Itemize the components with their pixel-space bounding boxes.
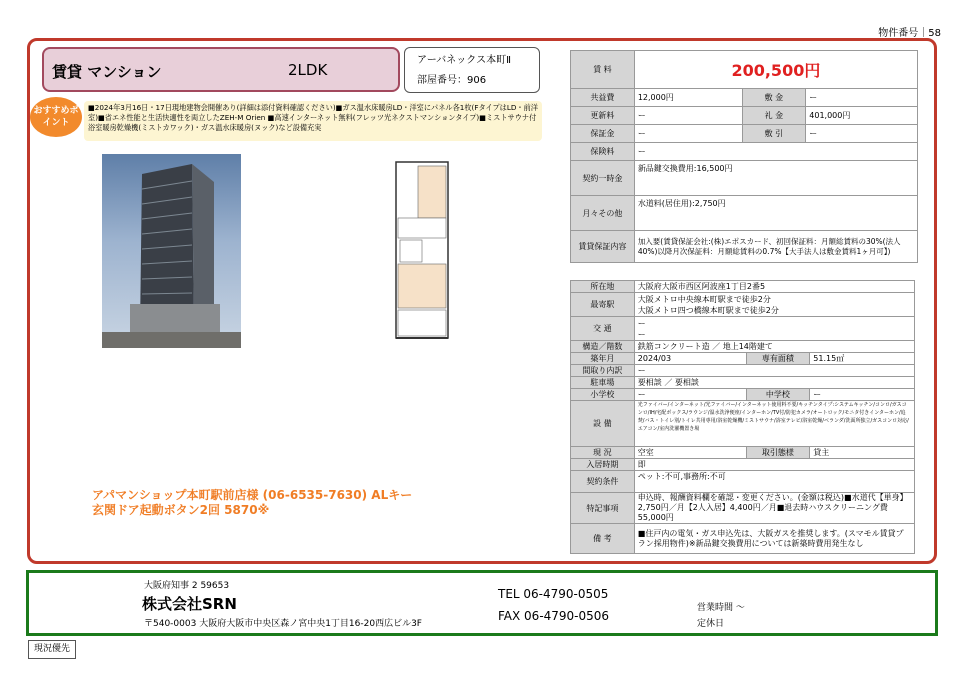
recommend-text: ■2024年3月16日・17日現地建物会開催あり(詳細は添付資料確認ください)■ガス温水床暖房LD・洋室にパネル各1枚(FタイプはLD・前洋室)■省エネ性能と生活快適性を両立したZEH-M Orien ■高速インターネット無料(フレッツ光ネクストマンションタイプ)■ミストサウナ付浴室暖房乾燥機(ミストカワック)・ガス温水床暖房(ヌック)など設備充実 xyxy=(84,101,542,141)
movein-value: 即 xyxy=(634,459,914,471)
floor-plan xyxy=(376,158,466,344)
holiday: 定休日 xyxy=(697,619,725,629)
station-value-1: 大阪メトロ中央線本町駅まで徒歩2分 xyxy=(637,294,771,304)
reikin-label: 礼 金 xyxy=(742,107,806,125)
room-number: 部屋番号：906 xyxy=(417,75,487,86)
status-value: 空室 xyxy=(634,447,746,459)
guarantee-label: 賃貸保証内容 xyxy=(571,231,635,263)
recommend-badge xyxy=(30,97,82,137)
kyoeki-value: 12,000円 xyxy=(634,89,742,107)
remarks-label: 備 考 xyxy=(571,524,635,554)
listing-layout: 2LDK xyxy=(288,61,328,79)
tel-number: TEL 06-4790-0505 xyxy=(498,587,609,601)
hosho-value: ー xyxy=(634,125,742,143)
layout-detail-value: ー xyxy=(634,365,914,377)
kyoeki-label: 共益費 xyxy=(571,89,635,107)
parking-value: 要相談 ／ 要相談 xyxy=(634,377,914,389)
license-number: 大阪府知事 2 59653 xyxy=(144,581,230,591)
built-value: 2024/03 xyxy=(634,353,746,365)
ichiji-label: 契約一時金 xyxy=(571,161,635,196)
business-hours: 営業時間 ～ xyxy=(697,603,745,613)
company-address: 〒540-0003 大阪府大阪市中央区森ノ宮中央1丁目16-20西広ビル3F xyxy=(144,619,422,629)
recommend-badge-text: おすすめポイント xyxy=(33,106,79,128)
station-label: 最寄駅 xyxy=(571,293,635,317)
station-value-2: 大阪メトロ四つ橋線本町駅まで徒歩2分 xyxy=(637,305,779,315)
shikibiki-label: 敷 引 xyxy=(742,125,806,143)
status-label: 現 況 xyxy=(571,447,635,459)
shikikin-value: ー xyxy=(806,89,918,107)
current-status-badge: 現況優先 xyxy=(28,640,76,659)
floor-plan-drawing xyxy=(376,158,466,344)
junior-school-label: 中学校 xyxy=(746,389,810,401)
area-label: 専有面積 xyxy=(746,353,810,365)
hoken-label: 保険料 xyxy=(571,143,635,161)
traffic-label: 交 通 xyxy=(571,317,635,341)
special-label: 特記事項 xyxy=(571,493,635,524)
reikin-value: 401,000円 xyxy=(806,107,918,125)
rent-value: 200,500円 xyxy=(634,51,917,89)
equipment-value: 光ファイバー/インターネット/光ファイバー/インターネット使用料不要/キッチンタイプ:システムキッチン/コンロ/ガスコンロ/IH/宅配ボックス/ラウンジ/温水洗浄便座/インターホン/TV付/防犯カメラ/オートロック/モニタ付きインターホン/追焚/バス・トイレ別/トイレ共用専用/浴室乾燥機/ミストサウナ/浴室テレビ/浴室乾燥/ベランダ/洗面所独立/ガスコンロ対応/エアコン/室内洗濯機置き場 xyxy=(634,401,914,447)
property-number: 物件番号｜58 xyxy=(878,28,941,39)
rent-label: 賃 料 xyxy=(571,51,635,89)
special-value: 申込時、報酬資料欄を確認・変更ください。(金額は税込)■水道代【単身】2,750円／月【2人入居】4,400円／月■退去時ハウスクリーニング費55,000円 xyxy=(634,493,914,524)
ichiji-value: 新品鍵交換費用:16,500円 xyxy=(634,161,917,196)
built-label: 築年月 xyxy=(571,353,635,365)
conditions-value: ペット:不可,事務所:不可 xyxy=(634,471,914,493)
layout-detail-label: 間取り内訳 xyxy=(571,365,635,377)
elementary-school-value: ー xyxy=(634,389,746,401)
torihiki-value: 貸主 xyxy=(810,447,915,459)
detail-table xyxy=(570,280,915,554)
guarantee-value: 加入要(賃貸保証会社:(株)エポスカード、初回保証料：月額総賃料の30%(法人40%)以降月次保証料：月額総賃料の0.7%【大手法人は敷金賃料1ヶ月可】) xyxy=(634,231,917,263)
elementary-school-label: 小学校 xyxy=(571,389,635,401)
agent-note-line1: アパマンショップ本町駅前店様 (06-6535-7630) ALキー xyxy=(92,488,413,502)
listing-title-box xyxy=(42,47,400,92)
torihiki-label: 取引態様 xyxy=(746,447,810,459)
hoken-value: ー xyxy=(634,143,917,161)
remarks-value: ■住戸内の電気・ガス申込先は、大阪ガスを推奨します。(スマモル賃貸プラン採用物件)※新品鍵交換費用については新築時費用発生なし xyxy=(634,524,914,554)
shikibiki-value: ー xyxy=(806,125,918,143)
shikikin-label: 敷 金 xyxy=(742,89,806,107)
equipment-label: 設 備 xyxy=(571,401,635,447)
parking-label: 駐車場 xyxy=(571,377,635,389)
movein-label: 入居時期 xyxy=(571,459,635,471)
address-label: 所在地 xyxy=(571,281,635,293)
koshin-label: 更新料 xyxy=(571,107,635,125)
structure-value: 鉄筋コンクリート造 ／ 地上14階建て xyxy=(634,341,914,353)
building-box xyxy=(404,47,540,93)
agent-note xyxy=(92,488,412,518)
koshin-value: ー xyxy=(634,107,742,125)
agent-note-line2: 玄関ドア起動ボタン2回 5870※ xyxy=(92,503,270,517)
tsukizuki-label: 月々その他 xyxy=(571,196,635,231)
conditions-label: 契約条件 xyxy=(571,471,635,493)
structure-label: 構造／階数 xyxy=(571,341,635,353)
building-illustration xyxy=(102,154,241,348)
building-name: アーバネックス本町Ⅱ xyxy=(417,55,512,66)
fax-number: FAX 06-4790-0506 xyxy=(498,609,610,623)
address-value: 大阪府大阪市西区阿波座1丁目2番5 xyxy=(634,281,914,293)
listing-type: 賃貸 マンション xyxy=(52,63,162,81)
building-photo xyxy=(102,154,241,348)
traffic-value-1: ー xyxy=(637,318,646,328)
traffic-value-2: ー xyxy=(637,329,646,339)
area-value: 51.15㎡ xyxy=(810,353,915,365)
rent-table xyxy=(570,50,918,263)
company-name: 株式会社SRN xyxy=(142,595,237,613)
tsukizuki-value: 水道料(居住用):2,750円 xyxy=(634,196,917,231)
junior-school-value: ー xyxy=(810,389,915,401)
hosho-label: 保証金 xyxy=(571,125,635,143)
